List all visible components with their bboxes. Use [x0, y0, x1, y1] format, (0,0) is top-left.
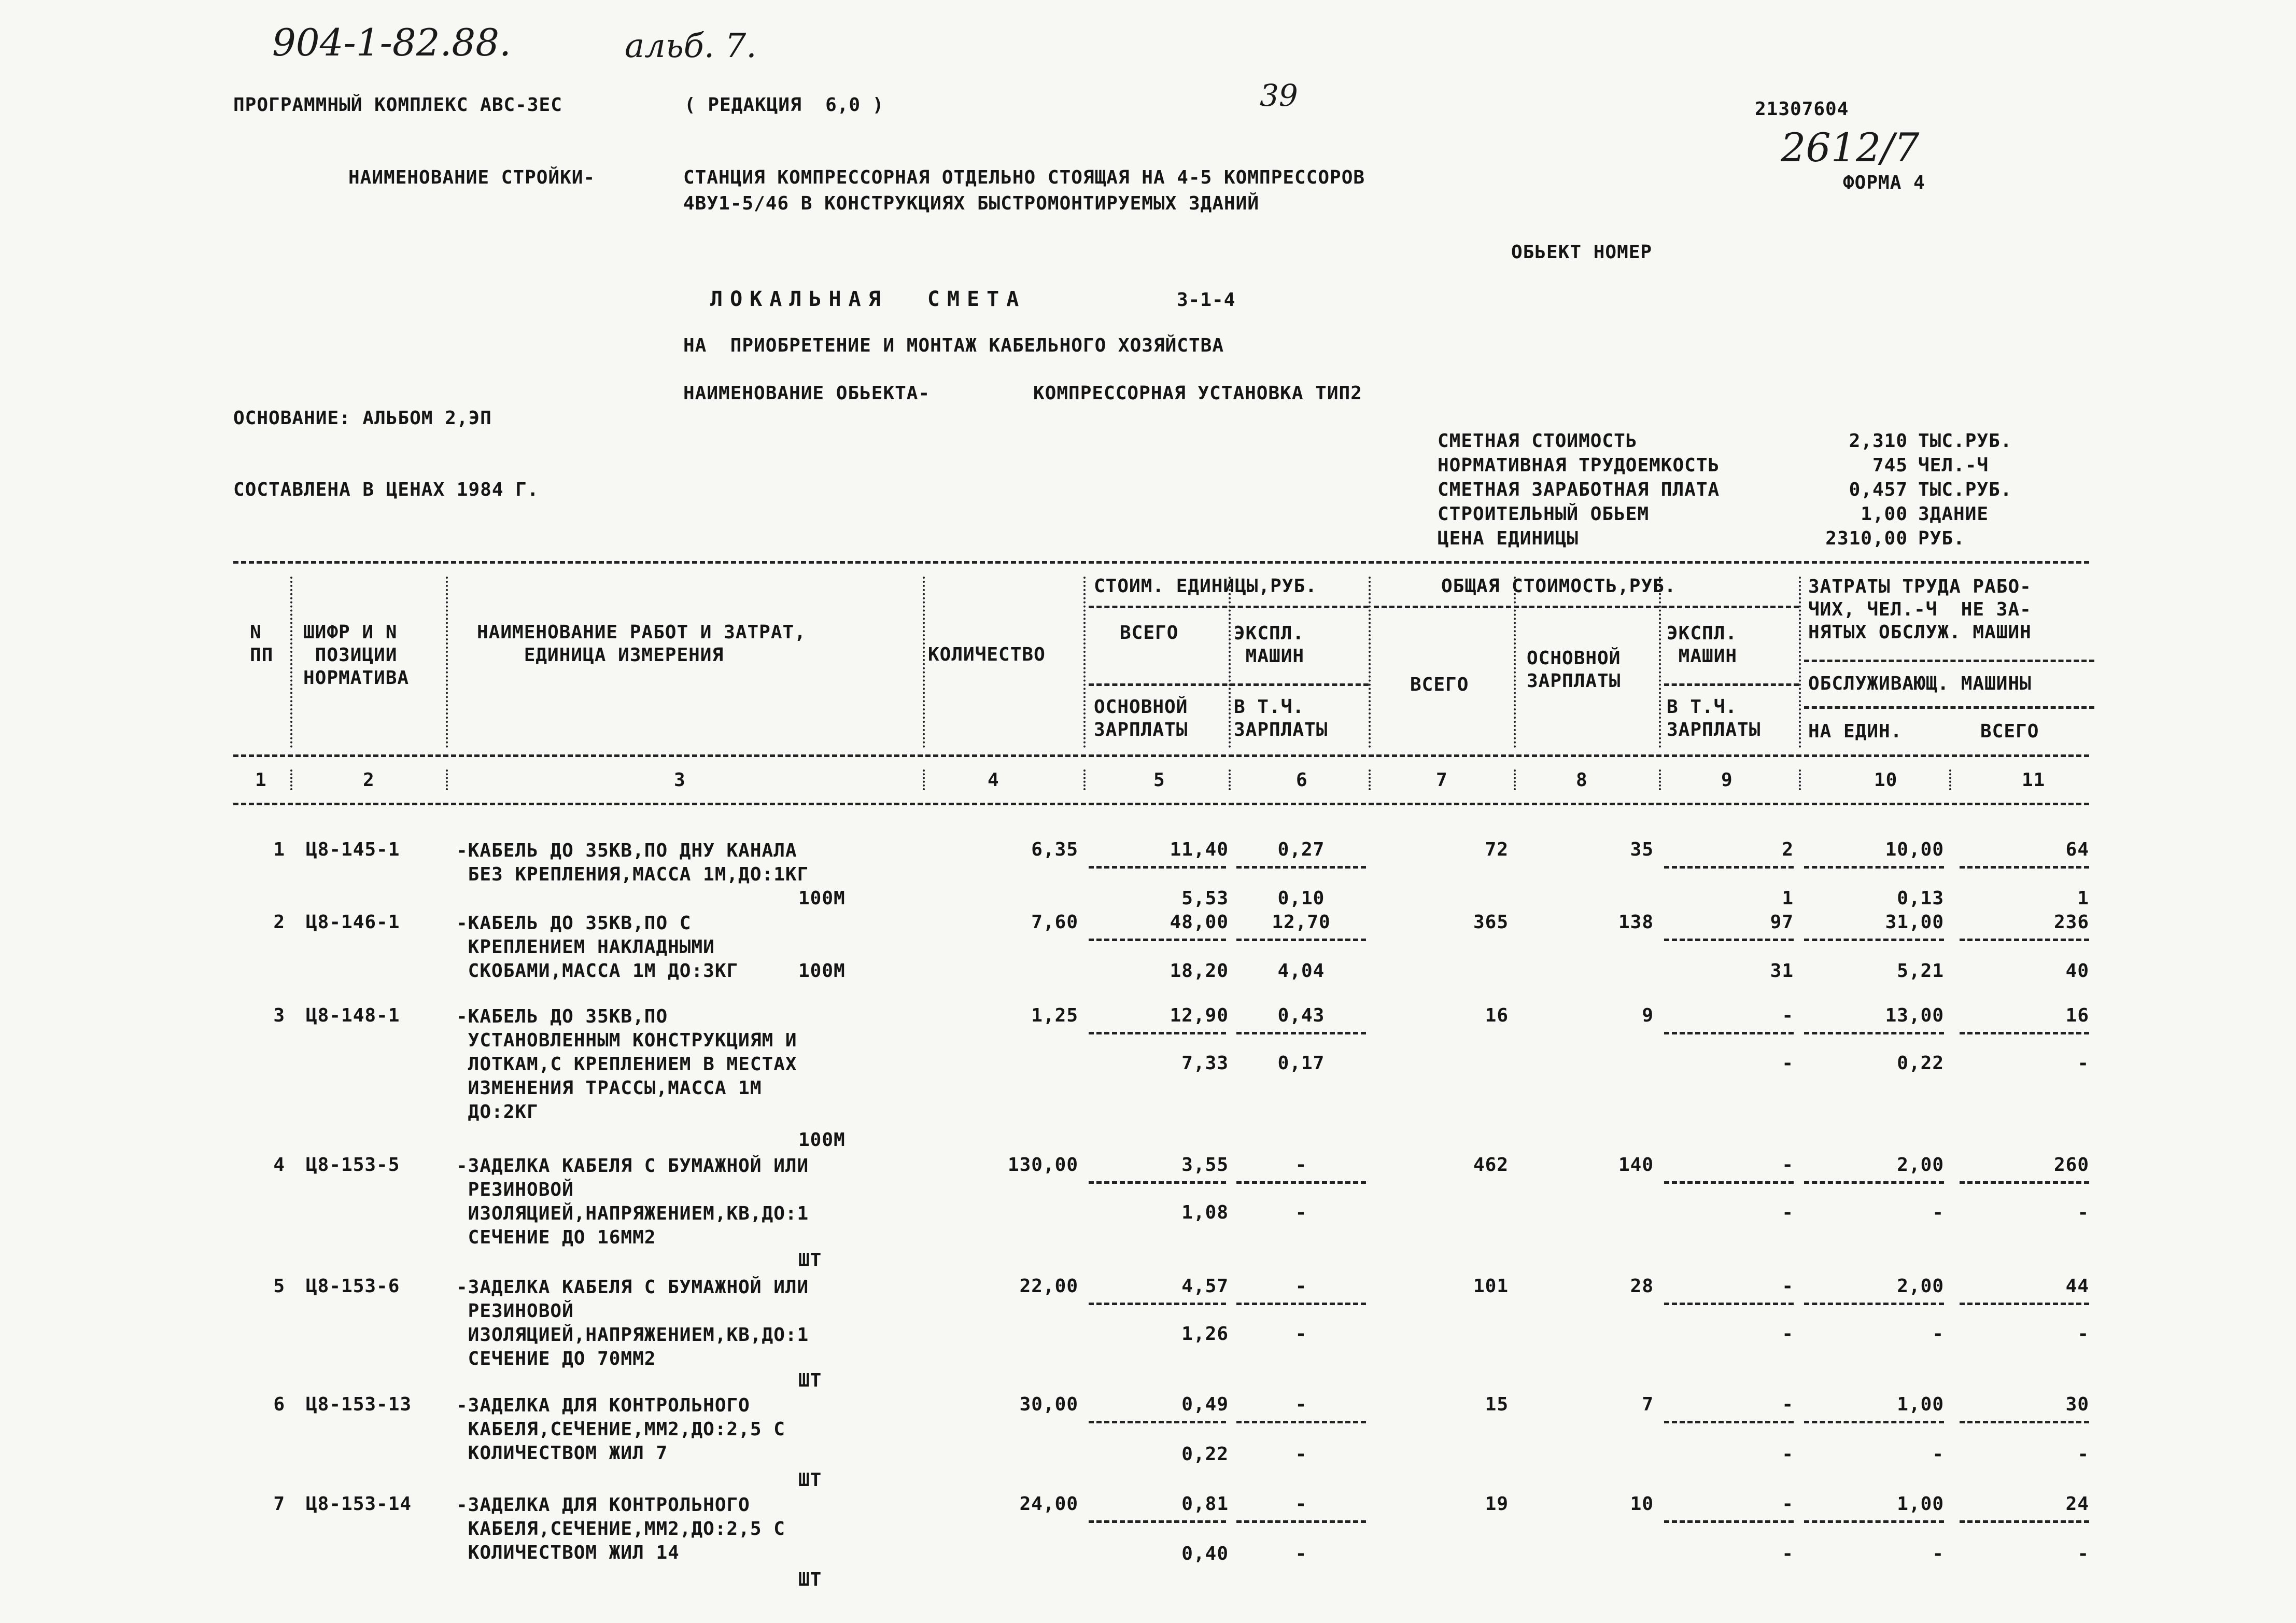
row-unit-machine-wages: -	[1295, 1323, 1307, 1345]
column-number: 9	[1721, 769, 1733, 791]
labor-group-rule	[1804, 660, 2094, 662]
col-number-separator	[1514, 769, 1516, 790]
row-qty: 22,00	[1019, 1276, 1078, 1297]
row-total-machines: -	[1782, 1493, 1794, 1515]
cell-divider	[1236, 866, 1366, 869]
col-separator	[1659, 577, 1661, 748]
total-sub-rule	[1664, 683, 1799, 686]
col-separator	[1799, 577, 1801, 748]
row-qty: 7,60	[1031, 912, 1078, 933]
row-number: 6	[273, 1394, 285, 1415]
row-total: 16	[1485, 1005, 1509, 1026]
row-service-unit: 0,13	[1897, 888, 1944, 909]
row-total-machines: 2	[1782, 839, 1794, 860]
row-number: 2	[273, 912, 285, 933]
row-code: Ц8-153-14	[306, 1493, 412, 1515]
cell-divider	[1960, 1421, 2089, 1423]
row-labor-unit: 31,00	[1885, 912, 1944, 933]
cell-divider	[1664, 1303, 1794, 1305]
cell-divider	[1664, 939, 1794, 941]
row-total-wages: 10	[1630, 1493, 1654, 1515]
cell-divider	[1089, 1520, 1226, 1523]
summary-unit: ТЫС.РУБ.	[1918, 430, 2012, 452]
summary-label: СТРОИТЕЛЬНЫЙ ОБЬЕМ	[1438, 503, 1650, 525]
price-level: СОСТАВЛЕНА В ЦЕНАХ 1984 Г.	[233, 479, 539, 500]
row-labor-total: 44	[2065, 1276, 2089, 1297]
col-separator	[1369, 577, 1371, 748]
document-id: 21307604	[1755, 99, 1849, 120]
col-separator	[290, 577, 292, 748]
row-unit-total: 0,49	[1181, 1394, 1229, 1415]
row-service-total: -	[2077, 1053, 2089, 1074]
col-header-name: НАИМЕНОВАНИЕ РАБОТ И ЗАТРАТ, ЕДИНИЦА ИЗМЕРЕНИЯ	[477, 622, 806, 666]
row-qty: 1,25	[1031, 1005, 1078, 1026]
row-qty: 130,00	[1007, 1154, 1078, 1176]
summary-label: СМЕТНАЯ ЗАРАБОТНАЯ ПЛАТА	[1438, 479, 1720, 500]
row-unit-machines: -	[1295, 1154, 1307, 1176]
cell-divider	[1664, 1520, 1794, 1523]
row-name: -КАБЕЛЬ ДО 35КВ,ПО ДНУ КАНАЛА БЕЗ КРЕПЛЕНИЯ,МАССА 1М,ДО:1КГ	[456, 840, 809, 885]
row-service-unit: -	[1932, 1444, 1944, 1465]
row-name: -ЗАДЕЛКА ДЛЯ КОНТРОЛЬНОГО КАБЕЛЯ,СЕЧЕНИЕ,ММ2,ДО:2,5 С КОЛИЧЕСТВОМ ЖИЛ 7	[456, 1395, 785, 1464]
cell-divider	[1664, 1181, 1794, 1184]
row-labor-total: 64	[2065, 839, 2089, 860]
col-header-qty: КОЛИЧЕСТВО	[928, 644, 1046, 665]
summary-value: 1,00	[1861, 503, 1908, 525]
row-unit-total: 0,81	[1181, 1493, 1229, 1515]
estimate-number: 3-1-4	[1177, 289, 1236, 311]
row-total-machine-wages: -	[1782, 1202, 1794, 1223]
row-name: -ЗАДЕЛКА ДЛЯ КОНТРОЛЬНОГО КАБЕЛЯ,СЕЧЕНИЕ,ММ2,ДО:2,5 С КОЛИЧЕСТВОМ ЖИЛ 14	[456, 1494, 785, 1563]
column-number: 10	[1874, 769, 1898, 791]
row-labor-total: 236	[2053, 912, 2089, 933]
row-service-unit: -	[1932, 1543, 1944, 1564]
col-header-unit-total: ВСЕГО	[1120, 622, 1179, 643]
row-labor-total: 30	[2065, 1394, 2089, 1415]
col-number-separator	[1369, 769, 1371, 790]
row-service-unit: -	[1932, 1202, 1944, 1223]
row-unit-wages: 0,22	[1181, 1444, 1229, 1465]
col-separator	[1083, 577, 1086, 748]
unit-sub-rule	[1089, 683, 1369, 686]
estimate-subtitle: НА ПРИОБРЕТЕНИЕ И МОНТАЖ КАБЕЛЬНОГО ХОЗЯЙСТВА	[683, 335, 1224, 356]
row-total-wages: 28	[1630, 1276, 1654, 1297]
cell-divider	[1089, 866, 1226, 869]
cell-divider	[1960, 1520, 2089, 1523]
basis: ОСНОВАНИЕ: АЛЬБОМ 2,ЭП	[233, 408, 492, 429]
cell-divider	[1089, 939, 1226, 941]
row-unit-machine-wages: -	[1295, 1202, 1307, 1223]
construction-name-line1: СТАНЦИЯ КОМПРЕССОРНАЯ ОТДЕЛЬНО СТОЯЩАЯ НА 4-5 КОМПРЕССОРОВ	[683, 167, 1365, 188]
col-number-separator	[1659, 769, 1661, 790]
program-edition: ( РЕДАКЦИЯ 6,0 )	[684, 94, 884, 116]
row-qty: 6,35	[1031, 839, 1078, 860]
row-unit-machine-wages: 0,10	[1277, 888, 1325, 909]
row-code: Ц8-148-1	[306, 1005, 400, 1026]
cell-divider	[1804, 1520, 1944, 1523]
column-number: 4	[988, 769, 999, 791]
total-group-rule	[1374, 606, 1799, 608]
row-total: 72	[1485, 839, 1509, 860]
row-unit-wages: 5,53	[1181, 888, 1229, 909]
program-name: ПРОГРАММНЫЙ КОМПЛЕКС АВС-3ЕС	[233, 94, 562, 116]
cell-divider	[1236, 1181, 1366, 1184]
row-unit-wages: 1,26	[1181, 1323, 1229, 1345]
row-total-wages: 138	[1618, 912, 1654, 933]
summary-unit: ЧЕЛ.-Ч	[1918, 455, 1989, 476]
row-unit-total: 3,55	[1181, 1154, 1229, 1176]
row-unit-machines: -	[1295, 1493, 1307, 1515]
row-code: Ц8-153-13	[306, 1394, 412, 1415]
col-header-total-all: ВСЕГО	[1410, 674, 1469, 695]
summary-label: СМЕТНАЯ СТОИМОСТЬ	[1438, 430, 1638, 452]
col-header-total-wages: ОСНОВНОЙ ЗАРПЛАТЫ	[1527, 648, 1621, 692]
row-total-machine-wages: -	[1782, 1543, 1794, 1564]
row-unit-wages: 0,40	[1181, 1543, 1229, 1564]
row-name: -ЗАДЕЛКА КАБЕЛЯ С БУМАЖНОЙ ИЛИ РЕЗИНОВОЙ ИЗОЛЯЦИЕЙ,НАПРЯЖЕНИЕМ,КВ,ДО:1 СЕЧЕНИЕ ДО 70ММ2	[456, 1277, 809, 1369]
col-number-separator	[1799, 769, 1801, 790]
row-total: 19	[1485, 1493, 1509, 1515]
row-total-wages: 35	[1630, 839, 1654, 860]
row-labor-unit: 13,00	[1885, 1005, 1944, 1026]
row-total-wages: 140	[1618, 1154, 1654, 1176]
construction-name-line2: 4ВУ1-5/46 В КОНСТРУКЦИЯХ БЫСТРОМОНТИРУЕМЫХ ЗДАНИЙ	[683, 193, 1260, 214]
row-unit-machines: -	[1295, 1394, 1307, 1415]
row-unit-machines: -	[1295, 1276, 1307, 1297]
cell-divider	[1804, 1181, 1944, 1184]
col-header-labor-per-unit: НА ЕДИН.	[1808, 721, 1903, 742]
cell-divider	[1089, 1303, 1226, 1305]
cell-divider	[1236, 939, 1366, 941]
row-code: Ц8-153-6	[306, 1276, 400, 1297]
row-number: 7	[273, 1493, 285, 1515]
estimate-title: ЛОКАЛЬНАЯ СМЕТА	[710, 287, 1026, 311]
col-header-n: N ПП	[250, 622, 274, 666]
row-unit-wages: 7,33	[1181, 1053, 1229, 1074]
col-number-separator	[290, 769, 292, 790]
col-header-total-machines: ЭКСПЛ. МАШИН	[1667, 623, 1738, 667]
row-total: 101	[1473, 1276, 1509, 1297]
summary-label: ЦЕНА ЕДИНИЦЫ	[1438, 528, 1579, 549]
summary-unit: ТЫС.РУБ.	[1918, 479, 2012, 500]
row-unit-total: 4,57	[1181, 1276, 1229, 1297]
row-name: -КАБЕЛЬ ДО 35КВ,ПО С КРЕПЛЕНИЕМ НАКЛАДНЫМИ СКОБАМИ,МАССА 1М ДО:3КГ	[456, 913, 739, 982]
row-total-machines: -	[1782, 1154, 1794, 1176]
row-qty: 24,00	[1019, 1493, 1078, 1515]
row-unit: ШТ	[798, 1370, 822, 1391]
summary-value: 2310,00	[1825, 528, 1908, 549]
cell-divider	[1664, 1032, 1794, 1034]
handwritten-page-number: 39	[1260, 78, 1298, 113]
summary-label: НОРМАТИВНАЯ ТРУДОЕМКОСТЬ	[1438, 455, 1720, 476]
row-total-wages: 9	[1642, 1005, 1654, 1026]
row-total-machine-wages: -	[1782, 1323, 1794, 1345]
row-service-unit: 0,22	[1897, 1053, 1944, 1074]
row-number: 3	[273, 1005, 285, 1026]
cell-divider	[1804, 939, 1944, 941]
row-service-unit: -	[1932, 1323, 1944, 1345]
row-labor-unit: 10,00	[1885, 839, 1944, 860]
row-unit: 100М	[798, 960, 846, 982]
row-unit-machine-wages: -	[1295, 1444, 1307, 1465]
col-number-separator	[446, 769, 448, 790]
row-unit-wages: 1,08	[1181, 1202, 1229, 1223]
col-header-unit-wages: ОСНОВНОЙ ЗАРПЛАТЫ	[1094, 696, 1188, 740]
row-labor-total: 260	[2053, 1154, 2089, 1176]
cell-divider	[1236, 1421, 1366, 1423]
row-total: 365	[1473, 912, 1509, 933]
cell-divider	[1089, 1421, 1226, 1423]
row-service-total: -	[2077, 1202, 2089, 1223]
column-number: 2	[363, 769, 375, 791]
row-qty: 30,00	[1019, 1394, 1078, 1415]
construction-label: НАИМЕНОВАНИЕ СТРОЙКИ-	[348, 167, 596, 188]
col-separator	[923, 577, 925, 748]
col-header-total-group: ОБЩАЯ СТОИМОСТЬ,РУБ.	[1441, 576, 1677, 597]
col-separator	[1514, 577, 1516, 748]
row-unit-machine-wages: 0,17	[1277, 1053, 1325, 1074]
row-total-machines: 97	[1770, 912, 1794, 933]
row-total-machines: -	[1782, 1005, 1794, 1026]
cell-divider	[1804, 1421, 1944, 1423]
column-number: 1	[255, 769, 267, 791]
labor-sub-rule	[1804, 706, 2094, 709]
header-rule	[233, 754, 2089, 757]
row-name: -КАБЕЛЬ ДО 35КВ,ПО УСТАНОВЛЕННЫМ КОНСТРУКЦИЯМ И ЛОТКАМ,С КРЕПЛЕНИЕМ В МЕСТАХ ИЗМЕНЕНИЯ ТРАССЫ,МАССА 1М ДО:2КГ	[456, 1006, 797, 1123]
row-code: Ц8-153-5	[306, 1154, 400, 1176]
cell-divider	[1664, 1421, 1794, 1423]
summary-value: 2,310	[1849, 430, 1908, 452]
row-unit-total: 48,00	[1170, 912, 1229, 933]
column-number: 6	[1296, 769, 1308, 791]
row-service-total: -	[2077, 1444, 2089, 1465]
object-number-label: ОБЬЕКТ НОМЕР	[1511, 242, 1653, 263]
cell-divider	[1236, 1303, 1366, 1305]
row-total-machine-wages: -	[1782, 1053, 1794, 1074]
col-number-separator	[1229, 769, 1231, 790]
row-unit-machine-wages: -	[1295, 1543, 1307, 1564]
row-labor-unit: 2,00	[1897, 1154, 1944, 1176]
summary-value: 0,457	[1849, 479, 1908, 500]
row-code: Ц8-146-1	[306, 912, 400, 933]
col-number-separator	[923, 769, 925, 790]
cell-divider	[1960, 939, 2089, 941]
col-header-unit-machines: ЭКСПЛ. МАШИН	[1234, 623, 1305, 667]
col-number-separator	[1083, 769, 1086, 790]
row-service-total: 40	[2065, 960, 2089, 982]
row-service-unit: 5,21	[1897, 960, 1944, 982]
cell-divider	[1960, 1032, 2089, 1034]
row-labor-total: 24	[2065, 1493, 2089, 1515]
row-number: 4	[273, 1154, 285, 1176]
row-unit: ШТ	[798, 1250, 822, 1271]
row-name: -ЗАДЕЛКА КАБЕЛЯ С БУМАЖНОЙ ИЛИ РЕЗИНОВОЙ ИЗОЛЯЦИЕЙ,НАПРЯЖЕНИЕМ,КВ,ДО:1 СЕЧЕНИЕ ДО 16ММ2	[456, 1155, 809, 1248]
row-unit: ШТ	[798, 1470, 822, 1491]
col-separator	[446, 577, 448, 748]
handwritten-inventory-number: 2612/7	[1781, 124, 1920, 171]
col-header-unit-machine-wages: В Т.Ч. ЗАРПЛАТЫ	[1234, 696, 1328, 740]
cell-divider	[1236, 1032, 1366, 1034]
form-number: ФОРМА 4	[1843, 172, 1925, 193]
unit-group-rule	[1089, 606, 1369, 608]
row-total-machines: -	[1782, 1276, 1794, 1297]
row-total-machine-wages: 1	[1782, 888, 1794, 909]
row-unit-machine-wages: 4,04	[1277, 960, 1325, 982]
handwritten-project-code: 904-1-82.88.	[272, 21, 511, 64]
row-labor-total: 16	[2065, 1005, 2089, 1026]
row-unit: 100М	[798, 1129, 846, 1151]
cell-divider	[1804, 1303, 1944, 1305]
row-labor-unit: 1,00	[1897, 1493, 1944, 1515]
row-unit: ШТ	[798, 1569, 822, 1590]
row-total-machine-wages: -	[1782, 1444, 1794, 1465]
column-number: 8	[1576, 769, 1588, 791]
row-labor-unit: 1,00	[1897, 1394, 1944, 1415]
cell-divider	[1804, 866, 1944, 869]
row-code: Ц8-145-1	[306, 839, 400, 860]
object-label: НАИМЕНОВАНИЕ ОБЬЕКТА-	[683, 383, 931, 404]
col-header-labor-total: ВСЕГО	[1980, 721, 2039, 742]
row-number: 1	[273, 839, 285, 860]
object-name: КОМПРЕССОРНАЯ УСТАНОВКА ТИП2	[1033, 383, 1362, 404]
column-number: 7	[1436, 769, 1448, 791]
col-header-unit-group: СТОИМ. ЕДИНИЦЫ,РУБ.	[1094, 576, 1317, 597]
row-service-total: -	[2077, 1543, 2089, 1564]
row-unit-machines: 0,43	[1277, 1005, 1325, 1026]
row-service-total: 1	[2077, 888, 2089, 909]
row-unit: 100М	[798, 888, 846, 909]
col-separator	[1229, 577, 1231, 748]
cell-divider	[1089, 1032, 1226, 1034]
col-number-separator	[1949, 769, 1951, 790]
cell-divider	[1804, 1032, 1944, 1034]
row-total-machine-wages: 31	[1770, 960, 1794, 982]
summary-unit: РУБ.	[1918, 528, 1965, 549]
cell-divider	[1960, 866, 2089, 869]
row-number: 5	[273, 1276, 285, 1297]
row-unit-wages: 18,20	[1170, 960, 1229, 982]
column-number: 5	[1153, 769, 1165, 791]
row-unit-total: 11,40	[1170, 839, 1229, 860]
cell-divider	[1664, 866, 1794, 869]
cell-divider	[1960, 1303, 2089, 1305]
col-header-total-machine-wages: В Т.Ч. ЗАРПЛАТЫ	[1667, 696, 1761, 740]
row-total: 462	[1473, 1154, 1509, 1176]
table-top-rule	[233, 561, 2089, 564]
col-header-labor-service: ОБСЛУЖИВАЮЩ. МАШИНЫ	[1808, 673, 2032, 694]
summary-value: 745	[1872, 455, 1908, 476]
col-header-labor-group: ЗАТРАТЫ ТРУДА РАБО- ЧИХ, ЧЕЛ.-Ч НЕ ЗА- НЯТЫХ ОБСЛУЖ. МАШИН	[1808, 576, 2032, 643]
row-total: 15	[1485, 1394, 1509, 1415]
cell-divider	[1089, 1181, 1226, 1184]
cell-divider	[1960, 1181, 2089, 1184]
handwritten-album: альб. 7.	[625, 27, 757, 65]
row-total-wages: 7	[1642, 1394, 1654, 1415]
row-service-total: -	[2077, 1323, 2089, 1345]
cell-divider	[1236, 1520, 1366, 1523]
col-header-code: ШИФР И N ПОЗИЦИИ НОРМАТИВА	[303, 622, 410, 689]
row-unit-machines: 0,27	[1277, 839, 1325, 860]
row-total-machines: -	[1782, 1394, 1794, 1415]
column-number: 3	[674, 769, 686, 791]
summary-unit: ЗДАНИЕ	[1918, 503, 1989, 525]
row-labor-unit: 2,00	[1897, 1276, 1944, 1297]
body-rule	[233, 803, 2089, 805]
row-unit-total: 12,90	[1170, 1005, 1229, 1026]
column-number: 11	[2022, 769, 2046, 791]
row-unit-machines: 12,70	[1272, 912, 1331, 933]
